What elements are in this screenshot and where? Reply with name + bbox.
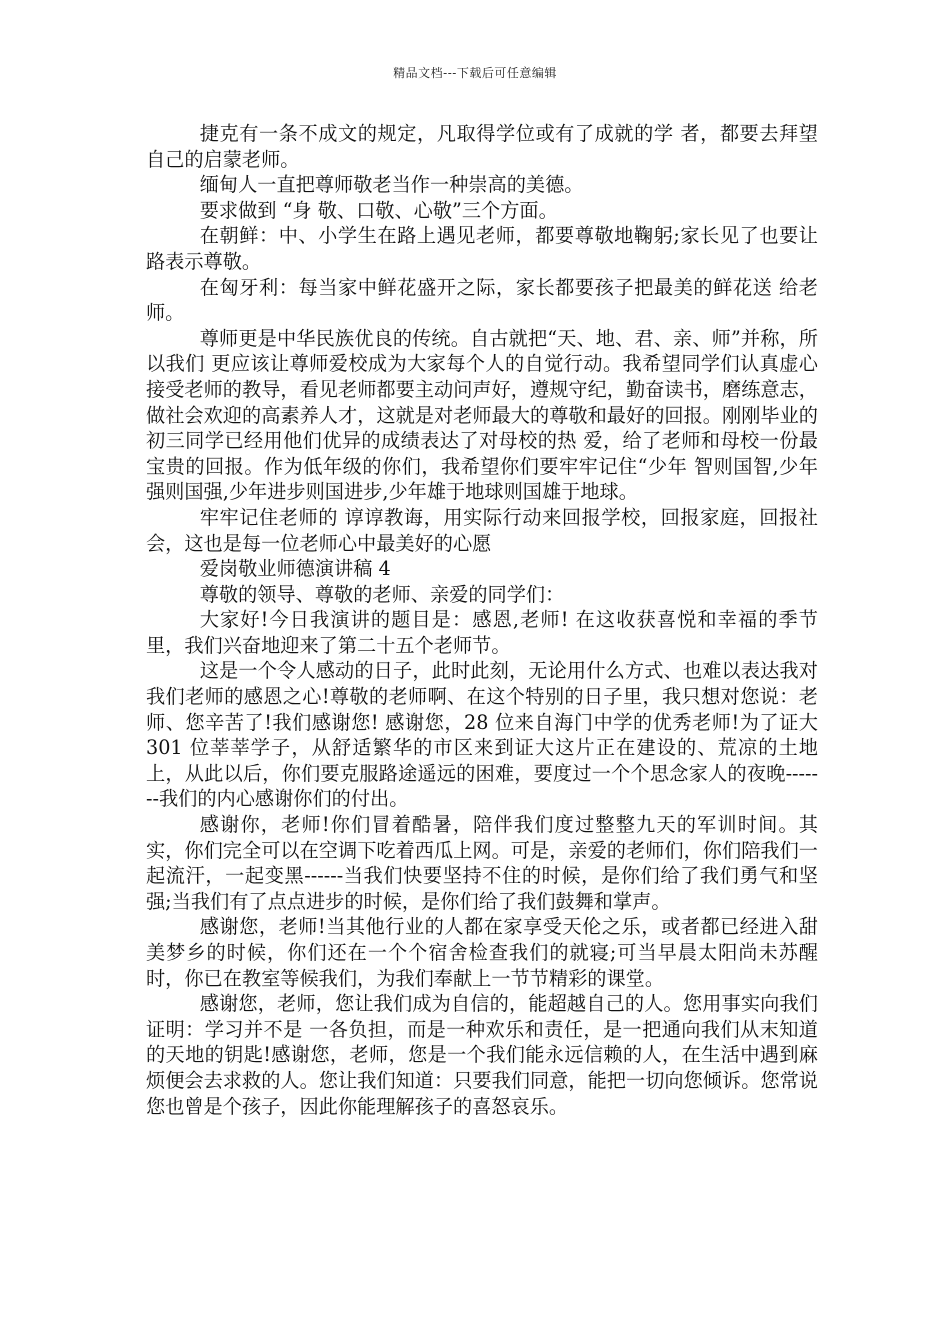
paragraph: 大家好!今日我演讲的题目是：感恩,老师! 在这收获喜悦和幸福的季节里，我们兴奋地迎来了第二十五个老师节。 [146,608,818,657]
section-title: 爱岗敬业师德演讲稿 4 [199,557,391,581]
paragraph: 在匈牙利：每当家中鲜花盛开之际，家长都要孩子把最美的鲜花送 给老师。 [146,275,818,325]
page-header: 精品文档---下载后可任意编辑 [393,66,557,80]
paragraph: 感谢您，老师!当其他行业的人都在家享受天伦之乐，或者都已经进入甜美梦乡的时候，你们还在一个个宿舍检查我们的就寝;可当早晨太阳尚未苏醒时，你已在教室等候我们，为我们奉献上一节节精彩的课堂。 [146,915,818,990]
document-body [146,121,818,1119]
paragraph: 感谢你，老师!你们冒着酷暑，陪伴我们度过整整九天的军训时间。其实，你们完全可以在空调下吃着西瓜上网。可是，亲爱的老师们，你们陪我们一起流汗，一起变黑------当我们快要坚持不住的时候，是你们给了我们勇气和坚强;当我们有了点点进步的时候，是你们给了我们鼓舞和掌声。 [146,813,818,913]
paragraph: 在朝鲜：中、小学生在路上遇见老师，都要尊敬地鞠躬;家长见了也要让路表示尊敬。 [146,224,818,273]
paragraph: 捷克有一条不成文的规定，凡取得学位或有了成就的学 者，都要去拜望自己的启蒙老师。 [146,122,818,171]
paragraph: 尊师更是中华民族优良的传统。自古就把“天、地、君、亲、师”并称，所以我们 更应该让尊师爱校成为大家每个人的自觉行动。我希望同学们认真虚心接受老师的教导，看见老师都要主动问声好，遵规守纪，勤奋读书，磨练意志，做社会欢迎的高素养人才，这就是对老师最大的尊敬和最好的回报。刚刚毕业的初三同学已经用他们优异的成绩表达了对母校的热 爱，给了老师和母校一份最宝贵的回报。作为低年级的你们，我希望你们要牢牢记住“少年 智则国智,少年强则国强,少年进步则国进步,少年雄于地球则国雄于地球。 [146,326,818,504]
paragraph: 牢牢记住老师的 谆谆教诲，用实际行动来回报学校，回报家庭，回报社会，这也是每一位老师心中最美好的心愿 [146,505,818,555]
salutation: 尊敬的领导、尊敬的老师、亲爱的同学们： [199,582,565,606]
paragraph: 感谢您，老师，您让我们成为自信的，能超越自己的人。您用事实向我们证明：学习并不是 一各负担，而是一种欢乐和责任，是一把通向我们从末知道的天地的钥匙!感谢您，老师，您是一个我们能永远信赖的人，在生活中遇到麻烦便会去求救的人。您让我们知道：只要我们同意，能把一切向您倾诉。您常说您也曾是个孩子，因此你能理解孩子的喜怒哀乐。 [146,992,818,1118]
paragraph: 这是一个令人感动的日子，此时此刻，无论用什么方式、也难以表达我对我们老师的感恩之心!尊敬的老师啊、在这个特别的日子里，我只想对您说：老师、您辛苦了!我们感谢您! 感谢您，28 位来自海门中学的优秀老师!为了证大 301 位莘莘学子，从舒适繁华的市区来到证大这片正在建设的、荒凉的土地上，从此以后，你们要克服路途遥远的困难，要度过一个个思念家人的夜晚-------我们的内心感谢你们的付出。 [146,659,818,811]
paragraph: 缅甸人一直把尊师敬老当作一种崇高的美德。 [199,173,584,197]
paragraph: 要求做到 “身 敬、口敬、心敬”三个方面。 [199,198,558,222]
